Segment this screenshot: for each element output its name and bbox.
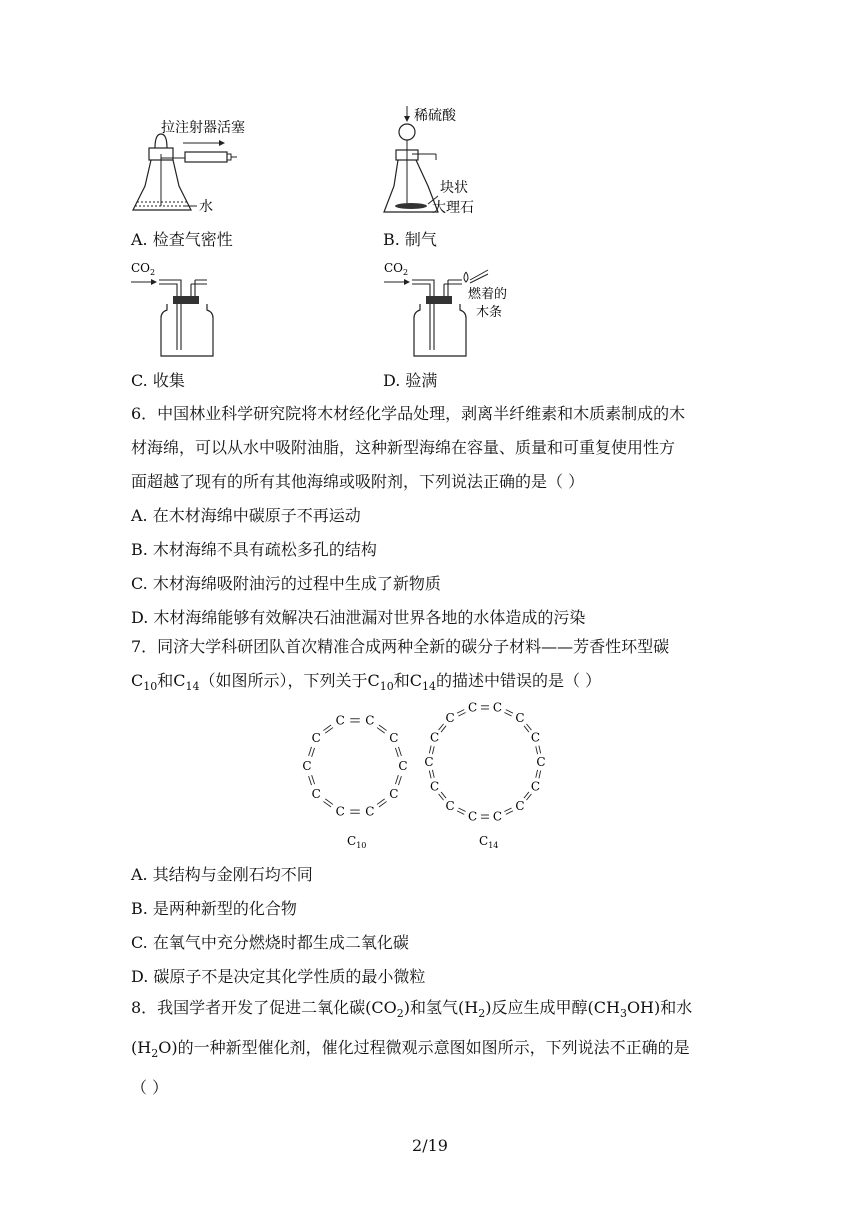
ring-atom: C <box>515 798 525 813</box>
ring-bond <box>504 713 511 716</box>
ring-bond <box>439 794 444 800</box>
ring-atom: C <box>445 798 455 813</box>
ring-atom: C <box>445 711 455 726</box>
ring-atom: C <box>335 804 345 819</box>
figure-a-apparatus <box>125 110 365 220</box>
water-label: 水 <box>199 199 213 215</box>
syringe-label: 拉注射器活塞 <box>161 120 245 136</box>
ring-atom: C <box>467 700 478 715</box>
splint-label-1: 燃着的 <box>468 287 508 302</box>
ring-atom: C <box>389 730 399 745</box>
ring-bond <box>395 775 398 784</box>
ring-bond <box>539 771 541 779</box>
ring-bond <box>309 776 312 785</box>
q7-option-c: C. 在氧气中充分燃烧时都生成二氧化碳 <box>131 933 409 952</box>
option-a-figure: A. 检查气密性 <box>131 230 233 249</box>
q6-option-c: C. 木材海绵吸附油污的过程中生成了新物质 <box>131 574 441 593</box>
co2-label-d: $CO_2$ <box>384 261 409 277</box>
marble-label-2: 大理石 <box>432 200 474 216</box>
ring-atom: C <box>302 759 312 773</box>
ring-bond <box>398 776 401 785</box>
option-b-figure: B. 制气 <box>383 230 437 249</box>
ring-bond <box>526 724 531 730</box>
ring-atom: C <box>311 787 321 802</box>
ring-bond <box>539 746 541 754</box>
q8-line-2: $(H_2O)$的一种新型催化剂，催化过程微观示意图如图所示，下列说法不正确的是 <box>131 1038 690 1061</box>
co2-label-c: $CO_2$ <box>131 261 156 277</box>
ring-bond <box>536 770 538 778</box>
ring-c10 <box>302 713 407 818</box>
ring-atom: C <box>389 787 399 802</box>
question-8 <box>131 991 751 1105</box>
ring-bond <box>458 808 465 811</box>
ring-bond <box>457 710 464 713</box>
ring-atom: C <box>424 755 434 769</box>
ring-atom: C <box>515 711 525 726</box>
ring-atom: C <box>311 730 321 745</box>
option-c-figure: C. 收集 <box>131 371 185 390</box>
ring-atom: C <box>429 779 440 794</box>
ring-atom: C <box>530 779 541 794</box>
ring-bond <box>432 770 434 778</box>
carbon-ring-figure <box>295 700 565 852</box>
ring-bond <box>312 775 315 784</box>
q6-option-a: A. 在木材海绵中碳原子不再运动 <box>131 506 361 525</box>
q6-line-2: 材海绵，可以从水中吸附油脂，这种新型海绵在容量、质量和可重复使用性方 <box>131 438 676 457</box>
ring-atom: C <box>398 759 408 773</box>
q7-option-a: A. 其结构与金刚石均不同 <box>131 865 313 884</box>
ring-bond <box>457 811 464 814</box>
figure-b-apparatus <box>380 102 530 222</box>
ring-atom: C <box>492 809 503 824</box>
ring-bond <box>526 794 531 800</box>
ring-bond <box>395 748 398 757</box>
ring-bond <box>312 748 315 757</box>
q7-option-b: B. 是两种新型的化合物 <box>131 899 297 918</box>
ring-bond <box>441 726 446 732</box>
ring-atom: C <box>467 809 478 824</box>
ring-label-c10: $C_{10}$ <box>347 834 367 850</box>
ring-bond <box>504 808 511 811</box>
q6-line-3: 面超越了现有的所有其他海绵或吸附剂，下列说法正确的是（ ） <box>131 472 585 491</box>
ring-bond <box>458 713 465 716</box>
ring-bond <box>506 811 513 814</box>
ring-bond <box>441 792 446 798</box>
ring-bond <box>309 747 312 756</box>
q7-line-2: $C_{10}$和$C_{14}$（如图所示），下列关于$C_{10}$和$C_{14}$的描述中错误的是（ ） <box>131 671 602 694</box>
q7-option-d: D. 碳原子不是决定其化学性质的最小微粒 <box>131 967 426 986</box>
ring-atom: C <box>365 713 375 728</box>
q6-option-d: D. 木材海绵能够有效解决石油泄漏对世界各地的水体造成的污染 <box>131 608 586 627</box>
ring-atom: C <box>530 730 541 745</box>
ring-label-c14: $C_{14}$ <box>479 834 499 850</box>
figure-d-apparatus <box>378 258 528 358</box>
ring-bond <box>398 747 401 756</box>
ring-bond <box>524 792 529 798</box>
ring-c14 <box>424 700 545 823</box>
page-number: 2/19 <box>412 1136 448 1155</box>
q8-line-3: （ ） <box>131 1078 169 1098</box>
ring-bond <box>506 710 513 713</box>
acid-label: 稀硫酸 <box>414 108 456 124</box>
q6-line-1: 6．中国林业科学研究院将木材经化学品处理，剥离半纤维素和木质素制成的木 <box>131 404 686 423</box>
splint-label-2: 木条 <box>476 305 503 320</box>
ring-atom: C <box>429 730 440 745</box>
question-6 <box>131 397 751 499</box>
question-7 <box>131 630 751 704</box>
q8-line-1: 8．我国学者开发了促进二氧化碳$(CO_2)$和氢气$(H_2)$反应生成甲醇$(CH_3OH)$和水 <box>131 998 693 1021</box>
marble-label-1: 块状 <box>440 180 468 196</box>
option-d-figure: D. 验满 <box>383 371 438 390</box>
ring-atom: C <box>536 755 546 769</box>
ring-atom: C <box>335 713 345 728</box>
ring-bond <box>432 746 434 754</box>
ring-bond <box>439 724 444 730</box>
ring-atom: C <box>365 804 375 819</box>
ring-bond <box>429 746 431 754</box>
ring-bond <box>536 746 538 754</box>
ring-bond <box>524 726 529 732</box>
figure-c-apparatus <box>125 258 235 358</box>
q7-line-1: 7．同济大学科研团队首次精准合成两种全新的碳分子材料——芳香性环型碳 <box>131 637 670 656</box>
ring-atom: C <box>492 700 503 715</box>
ring-bond <box>429 771 431 779</box>
q6-option-b: B. 木材海绵不具有疏松多孔的结构 <box>131 540 377 559</box>
